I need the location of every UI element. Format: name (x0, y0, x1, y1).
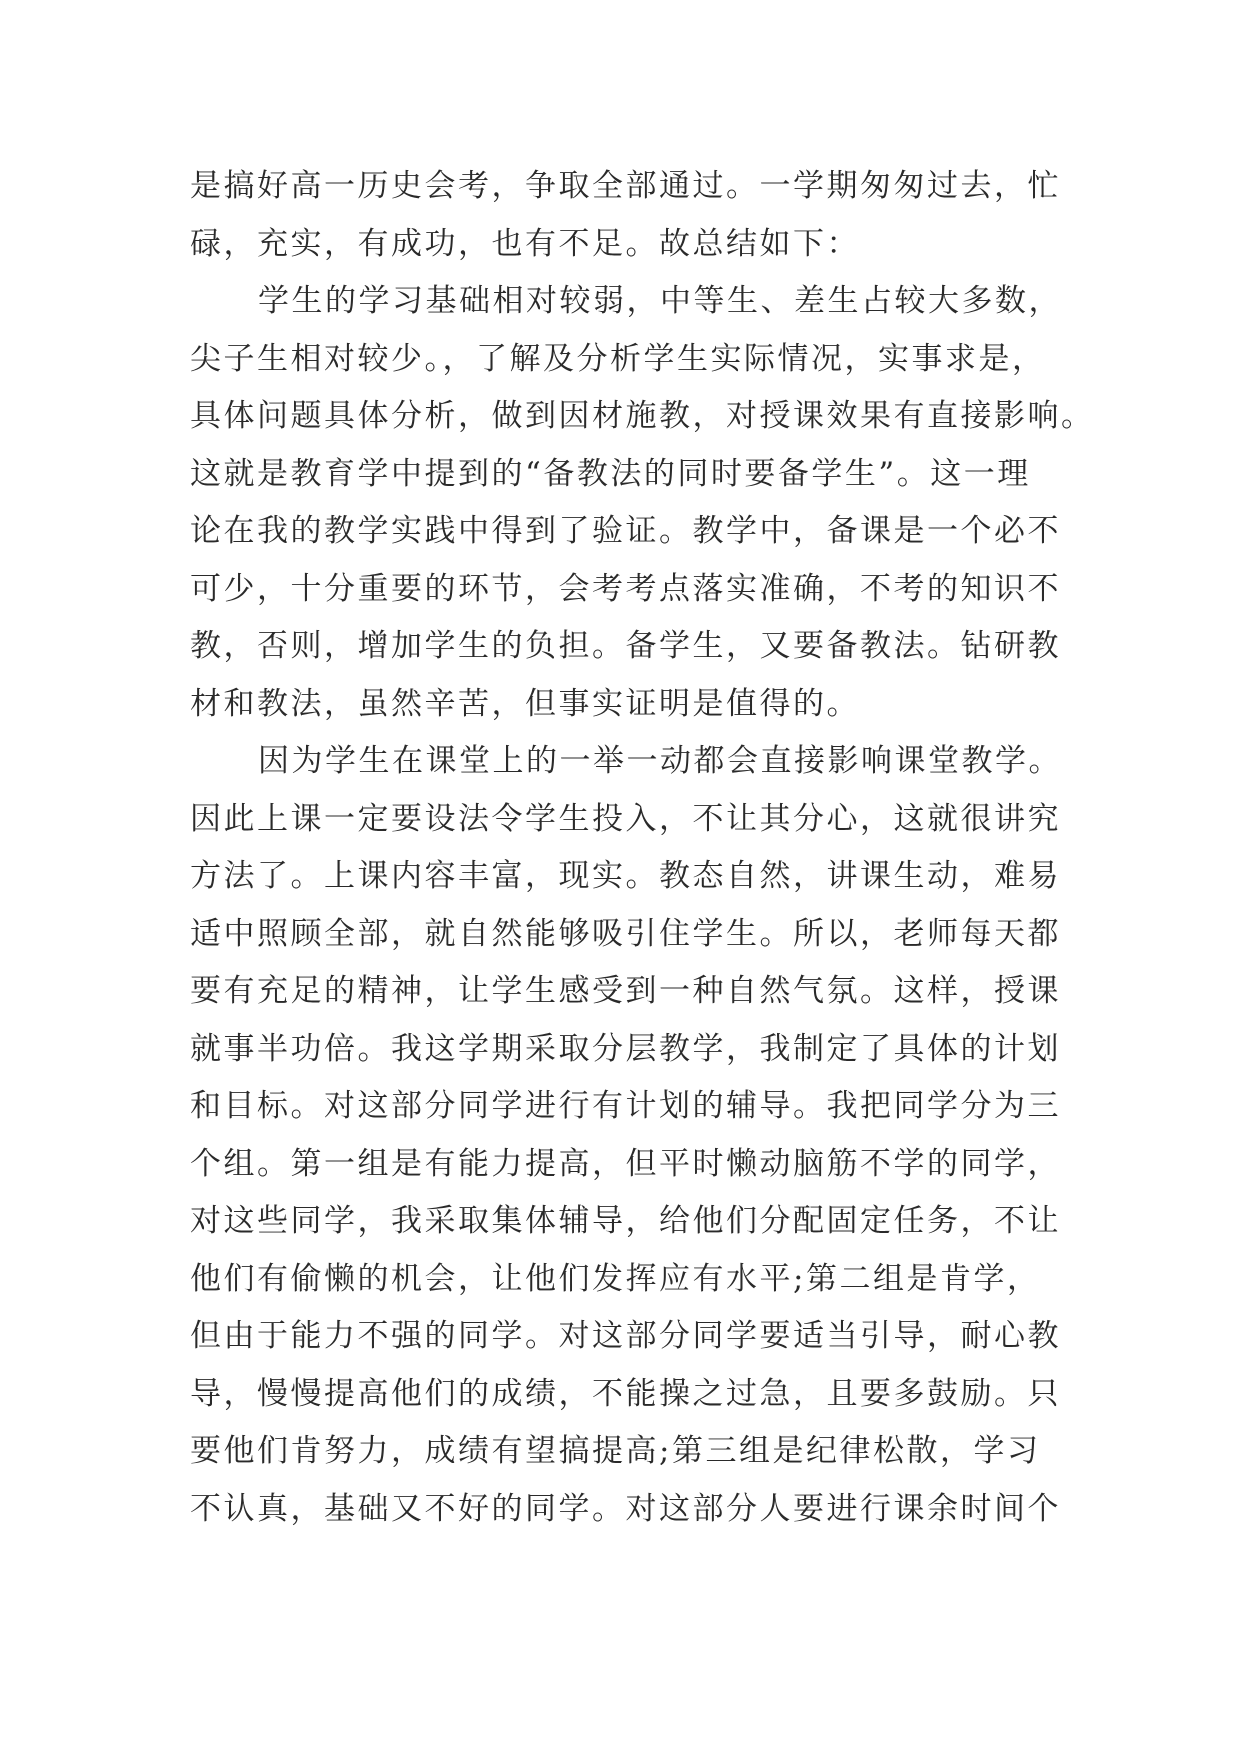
text-line: 对这些同学，我采取集体辅导，给他们分配固定任务，不让 (190, 1203, 1061, 1239)
text-line: 就事半功倍。我这学期采取分层教学，我制定了具体的计划 (190, 1030, 1061, 1067)
text-line: 导，慢慢提高他们的成绩，不能操之过急，且要多鼓励。只 (190, 1375, 1061, 1412)
body-text (190, 158, 1095, 1538)
text-line: 可少，十分重要的环节，会考考点落实准确，不考的知识不 (190, 570, 1061, 607)
text-line: 材和教法，虽然辛苦，但事实证明是值得的。 (190, 685, 860, 722)
text-line: 要他们肯努力，成绩有望搞提高;第三组是纪律松散，学习 (190, 1433, 1041, 1469)
text-line: 个组。第一组是有能力提高，但平时懒动脑筋不学的同学， (190, 1145, 1061, 1182)
text-line: 具体问题具体分析，做到因材施教，对授课效果有直接影响。 (190, 398, 1095, 434)
text-line: 和目标。对这部分同学进行有计划的辅导。我把同学分为三 (190, 1088, 1061, 1124)
text-line: 不认真，基础又不好的同学。对这部分人要进行课余时间个 (190, 1490, 1061, 1527)
text-line: 他们有偷懒的机会，让他们发挥应有水平;第二组是肯学， (190, 1260, 1041, 1297)
text-line: 但由于能力不强的同学。对这部分同学要适当引导，耐心教 (190, 1318, 1061, 1354)
text-line: 学生的学习基础相对较弱，中等生、差生占较大多数， (258, 283, 1062, 319)
text-line: 这就是教育学中提到的“备教法的同时要备学生”。这一理 (190, 455, 1031, 492)
text-line: 因此上课一定要设法令学生投入，不让其分心，这就很讲究 (190, 800, 1061, 837)
text-line: 因为学生在课堂上的一举一动都会直接影响课堂教学。 (258, 743, 1062, 779)
text-line: 适中照顾全部，就自然能够吸引住学生。所以，老师每天都 (190, 915, 1061, 952)
text-line: 论在我的教学实践中得到了验证。教学中，备课是一个必不 (190, 513, 1061, 549)
text-line: 要有充足的精神，让学生感受到一种自然气氛。这样，授课 (190, 973, 1061, 1009)
text-line: 碌，充实，有成功，也有不足。故总结如下： (190, 225, 860, 262)
text-line: 教，否则，增加学生的负担。备学生，又要备教法。钻研教 (190, 628, 1061, 664)
text-line: 尖子生相对较少。，了解及分析学生实际情况，实事求是， (190, 340, 1046, 377)
text-line: 是搞好高一历史会考，争取全部通过。一学期匆匆过去，忙 (190, 168, 1061, 204)
text-line: 方法了。上课内容丰富，现实。教态自然，讲课生动，难易 (190, 858, 1061, 894)
